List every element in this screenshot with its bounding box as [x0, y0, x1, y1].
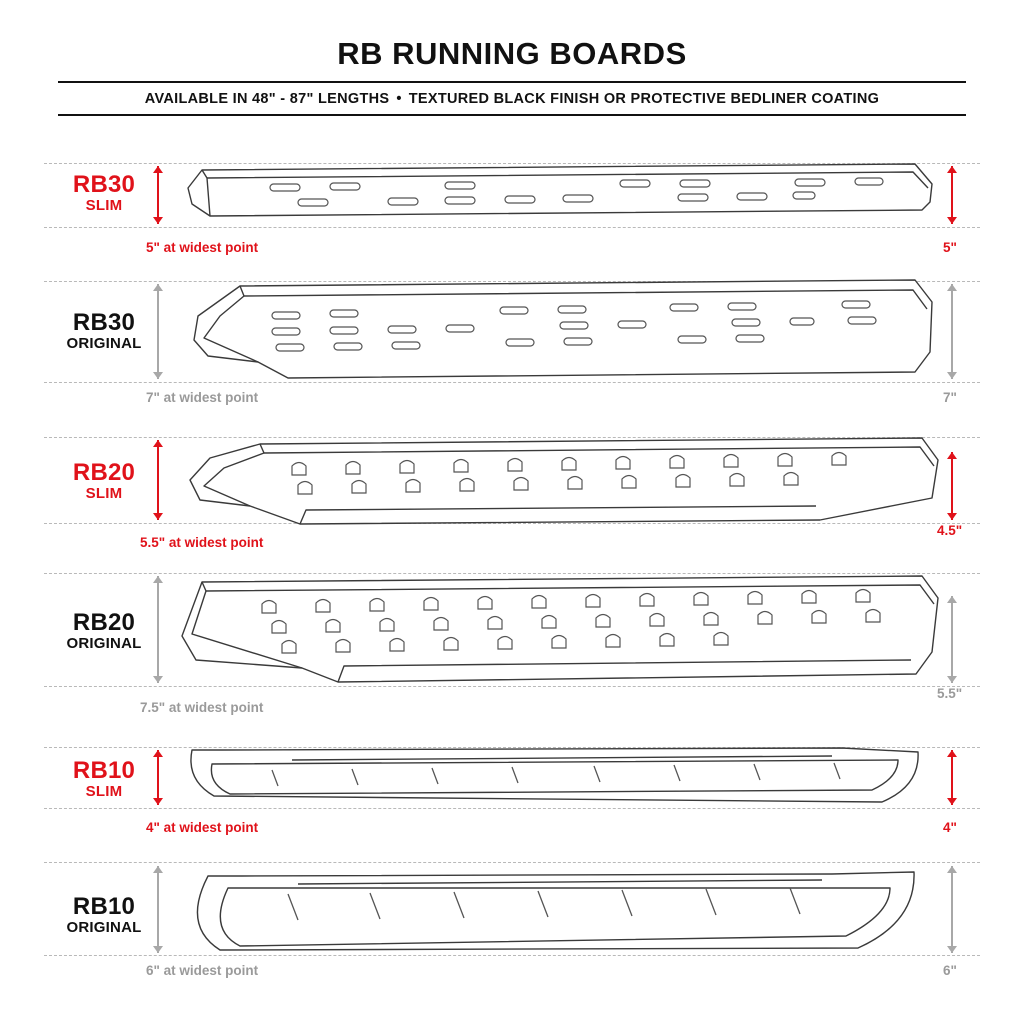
subtitle-separator: •: [396, 91, 402, 107]
height-arrow-right: [951, 284, 953, 379]
height-arrow-right: [951, 866, 953, 953]
height-dimension: 4.5": [937, 523, 963, 538]
subtitle-right: TEXTURED BLACK FINISH OR PROTECTIVE BEDLINER COATING: [408, 91, 880, 107]
model-name: RB20: [72, 459, 136, 486]
height-arrow-left: [157, 750, 159, 805]
board-illustration-rb10-original: [182, 858, 950, 962]
page-title: RB RUNNING BOARDS: [337, 36, 687, 71]
width-dimension: 5.5" at widest point: [140, 535, 264, 550]
width-dimension: 6" at widest point: [146, 963, 259, 978]
height-arrow-right: [951, 750, 953, 805]
height-dimension: 5": [943, 240, 957, 255]
board-illustration-rb20-original: [176, 568, 956, 690]
subtitle-left: AVAILABLE IN 48" - 87" LENGTHS: [144, 91, 390, 107]
variant-name: ORIGINAL: [66, 919, 142, 937]
height-arrow-right: [951, 452, 953, 520]
height-arrow-left: [157, 284, 159, 379]
label-rb20-original: [44, 610, 164, 653]
board-illustration-rb20-slim: [180, 432, 950, 528]
variant-name: SLIM: [85, 485, 123, 503]
board-illustration-rb30-original: [180, 276, 940, 388]
height-dimension: 4": [943, 820, 957, 835]
label-rb10-slim: [44, 758, 164, 801]
model-name: RB10: [72, 757, 136, 784]
model-name: RB20: [72, 609, 136, 636]
header-divider-bottom: [58, 114, 966, 116]
variant-name: ORIGINAL: [66, 335, 142, 353]
variant-name: ORIGINAL: [66, 635, 142, 653]
board-illustration-rb10-slim: [182, 742, 950, 812]
width-dimension: 7.5" at widest point: [140, 700, 264, 715]
header-subtitle: [58, 83, 966, 114]
height-arrow-left: [157, 166, 159, 224]
header: [58, 38, 966, 116]
variant-name: SLIM: [85, 783, 123, 801]
board-illustration-rb30-slim: [180, 158, 940, 236]
height-dimension: 7": [943, 390, 957, 405]
variant-name: SLIM: [85, 197, 123, 215]
label-rb20-slim: [44, 460, 164, 503]
model-name: RB10: [72, 893, 136, 920]
model-name: RB30: [72, 309, 136, 336]
width-dimension: 4" at widest point: [146, 820, 259, 835]
height-dimension: 5.5": [937, 686, 963, 701]
label-rb10-original: [44, 894, 164, 937]
width-dimension: 7" at widest point: [146, 390, 259, 405]
height-arrow-right: [951, 166, 953, 224]
height-dimension: 6": [943, 963, 957, 978]
height-arrow-left: [157, 866, 159, 953]
label-rb30-slim: [44, 172, 164, 215]
height-arrow-left: [157, 576, 159, 683]
label-rb30-original: [44, 310, 164, 353]
width-dimension: 5" at widest point: [146, 240, 259, 255]
height-arrow-left: [157, 440, 159, 520]
model-name: RB30: [72, 171, 136, 198]
